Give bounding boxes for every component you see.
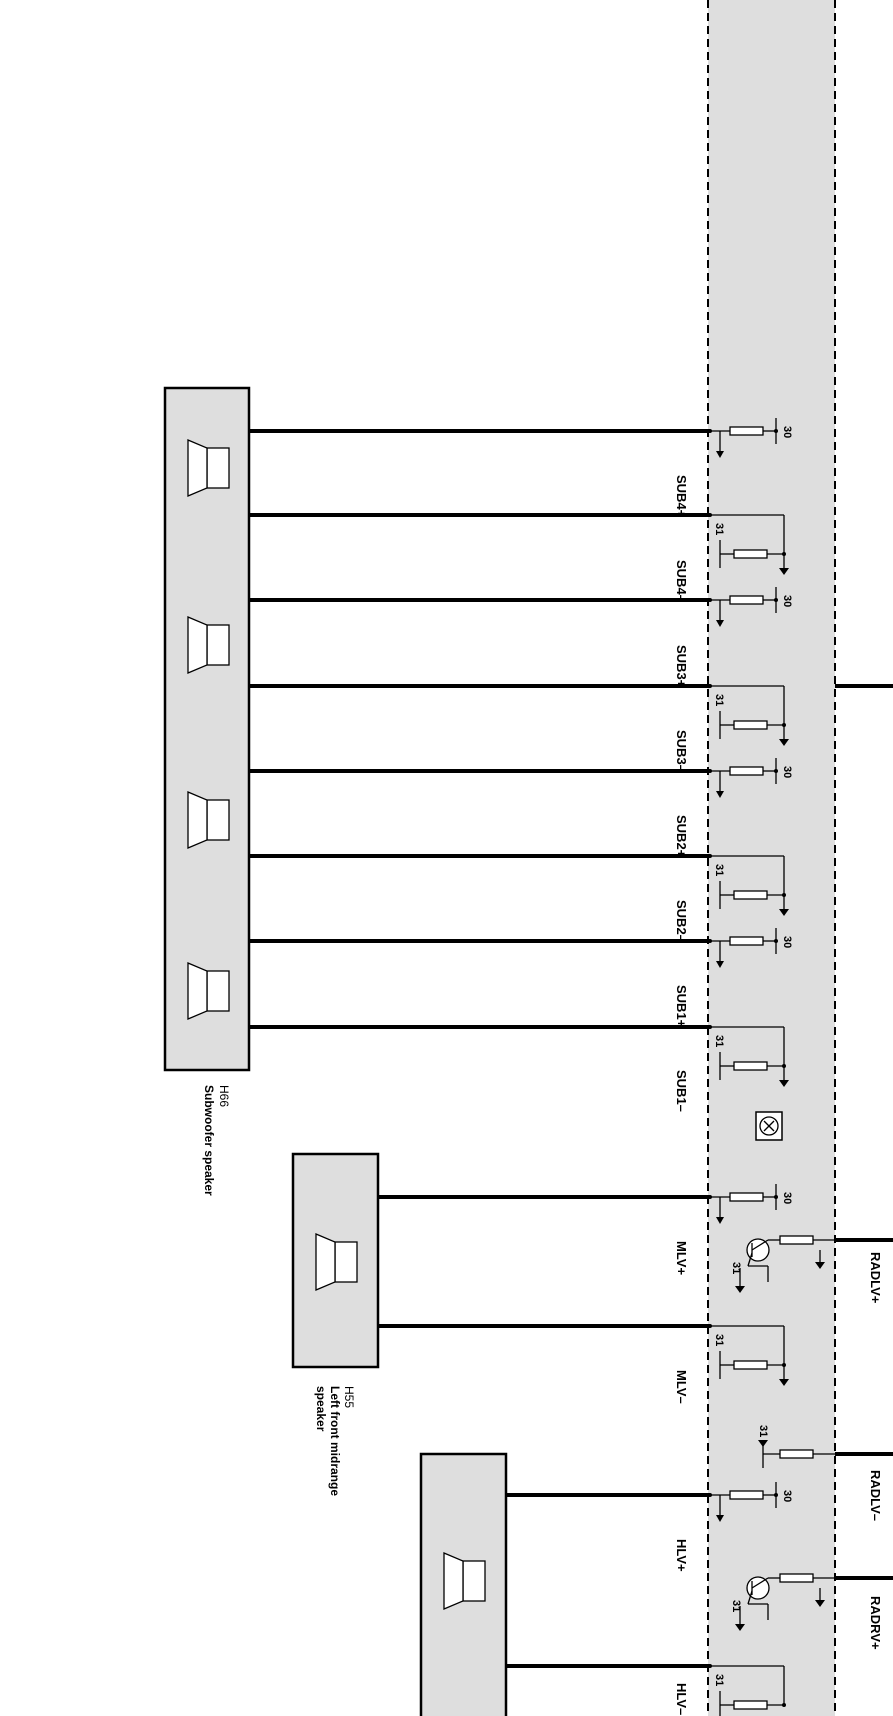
ref-label: 31	[757, 1425, 769, 1438]
ref-label: 31	[713, 523, 725, 536]
amplifier-module-area	[708, 0, 835, 1716]
ref-label: 31	[713, 694, 725, 707]
input-label: RADLV+	[868, 1252, 883, 1304]
audio-module-icon	[756, 1112, 782, 1140]
subwoofer-speaker-icon	[188, 963, 229, 1019]
midrange-caption-line1: Left front midrange	[328, 1386, 342, 1496]
pin-label: MLV–	[674, 1370, 689, 1404]
pin-label: SUB1+	[674, 985, 689, 1028]
pin-label: SUB2–	[674, 900, 689, 942]
subwoofer-speaker-box	[165, 388, 249, 1070]
pin-label: SUB4–	[674, 560, 689, 602]
ref-label: 30	[781, 766, 793, 779]
ref-label: 30	[781, 936, 793, 949]
ref-label: 31	[713, 1035, 725, 1048]
subwoofer-caption: Subwoofer speaker	[202, 1085, 216, 1196]
ref-label: 31	[730, 1600, 742, 1613]
pin-label: HLV+	[674, 1539, 689, 1572]
ref-label: 31	[713, 1674, 725, 1687]
ref-label: 30	[781, 1192, 793, 1205]
midrange-speaker-icon	[316, 1234, 357, 1290]
subwoofer-speaker-icon	[188, 440, 229, 496]
pin-label: SUB2+	[674, 815, 689, 858]
midrange-caption-line2: speaker	[314, 1386, 328, 1432]
pin-label: SUB3–	[674, 730, 689, 772]
pin-label: SUB4+	[674, 475, 689, 518]
ref-label: 31	[713, 1334, 725, 1347]
ref-label: 30	[781, 1490, 793, 1503]
subwoofer-speaker-icon	[188, 617, 229, 673]
hlv-speaker-icon	[444, 1553, 485, 1609]
input-wires	[835, 686, 893, 1578]
pin-label: MLV+	[674, 1241, 689, 1276]
ref-label: 31	[730, 1262, 742, 1275]
midrange-id: H55	[342, 1386, 356, 1409]
pin-label: SUB3+	[674, 645, 689, 688]
input-label: RADRV+	[868, 1596, 883, 1650]
pin-label: HLV–	[674, 1683, 689, 1716]
ref-label: 31	[713, 864, 725, 877]
input-label: RADLV–	[868, 1470, 883, 1522]
subwoofer-speaker-icon	[188, 792, 229, 848]
pin-label: SUB1–	[674, 1070, 689, 1112]
subwoofer-id: H66	[217, 1085, 231, 1108]
ref-label: 30	[781, 426, 793, 439]
ref-label: 30	[781, 595, 793, 608]
